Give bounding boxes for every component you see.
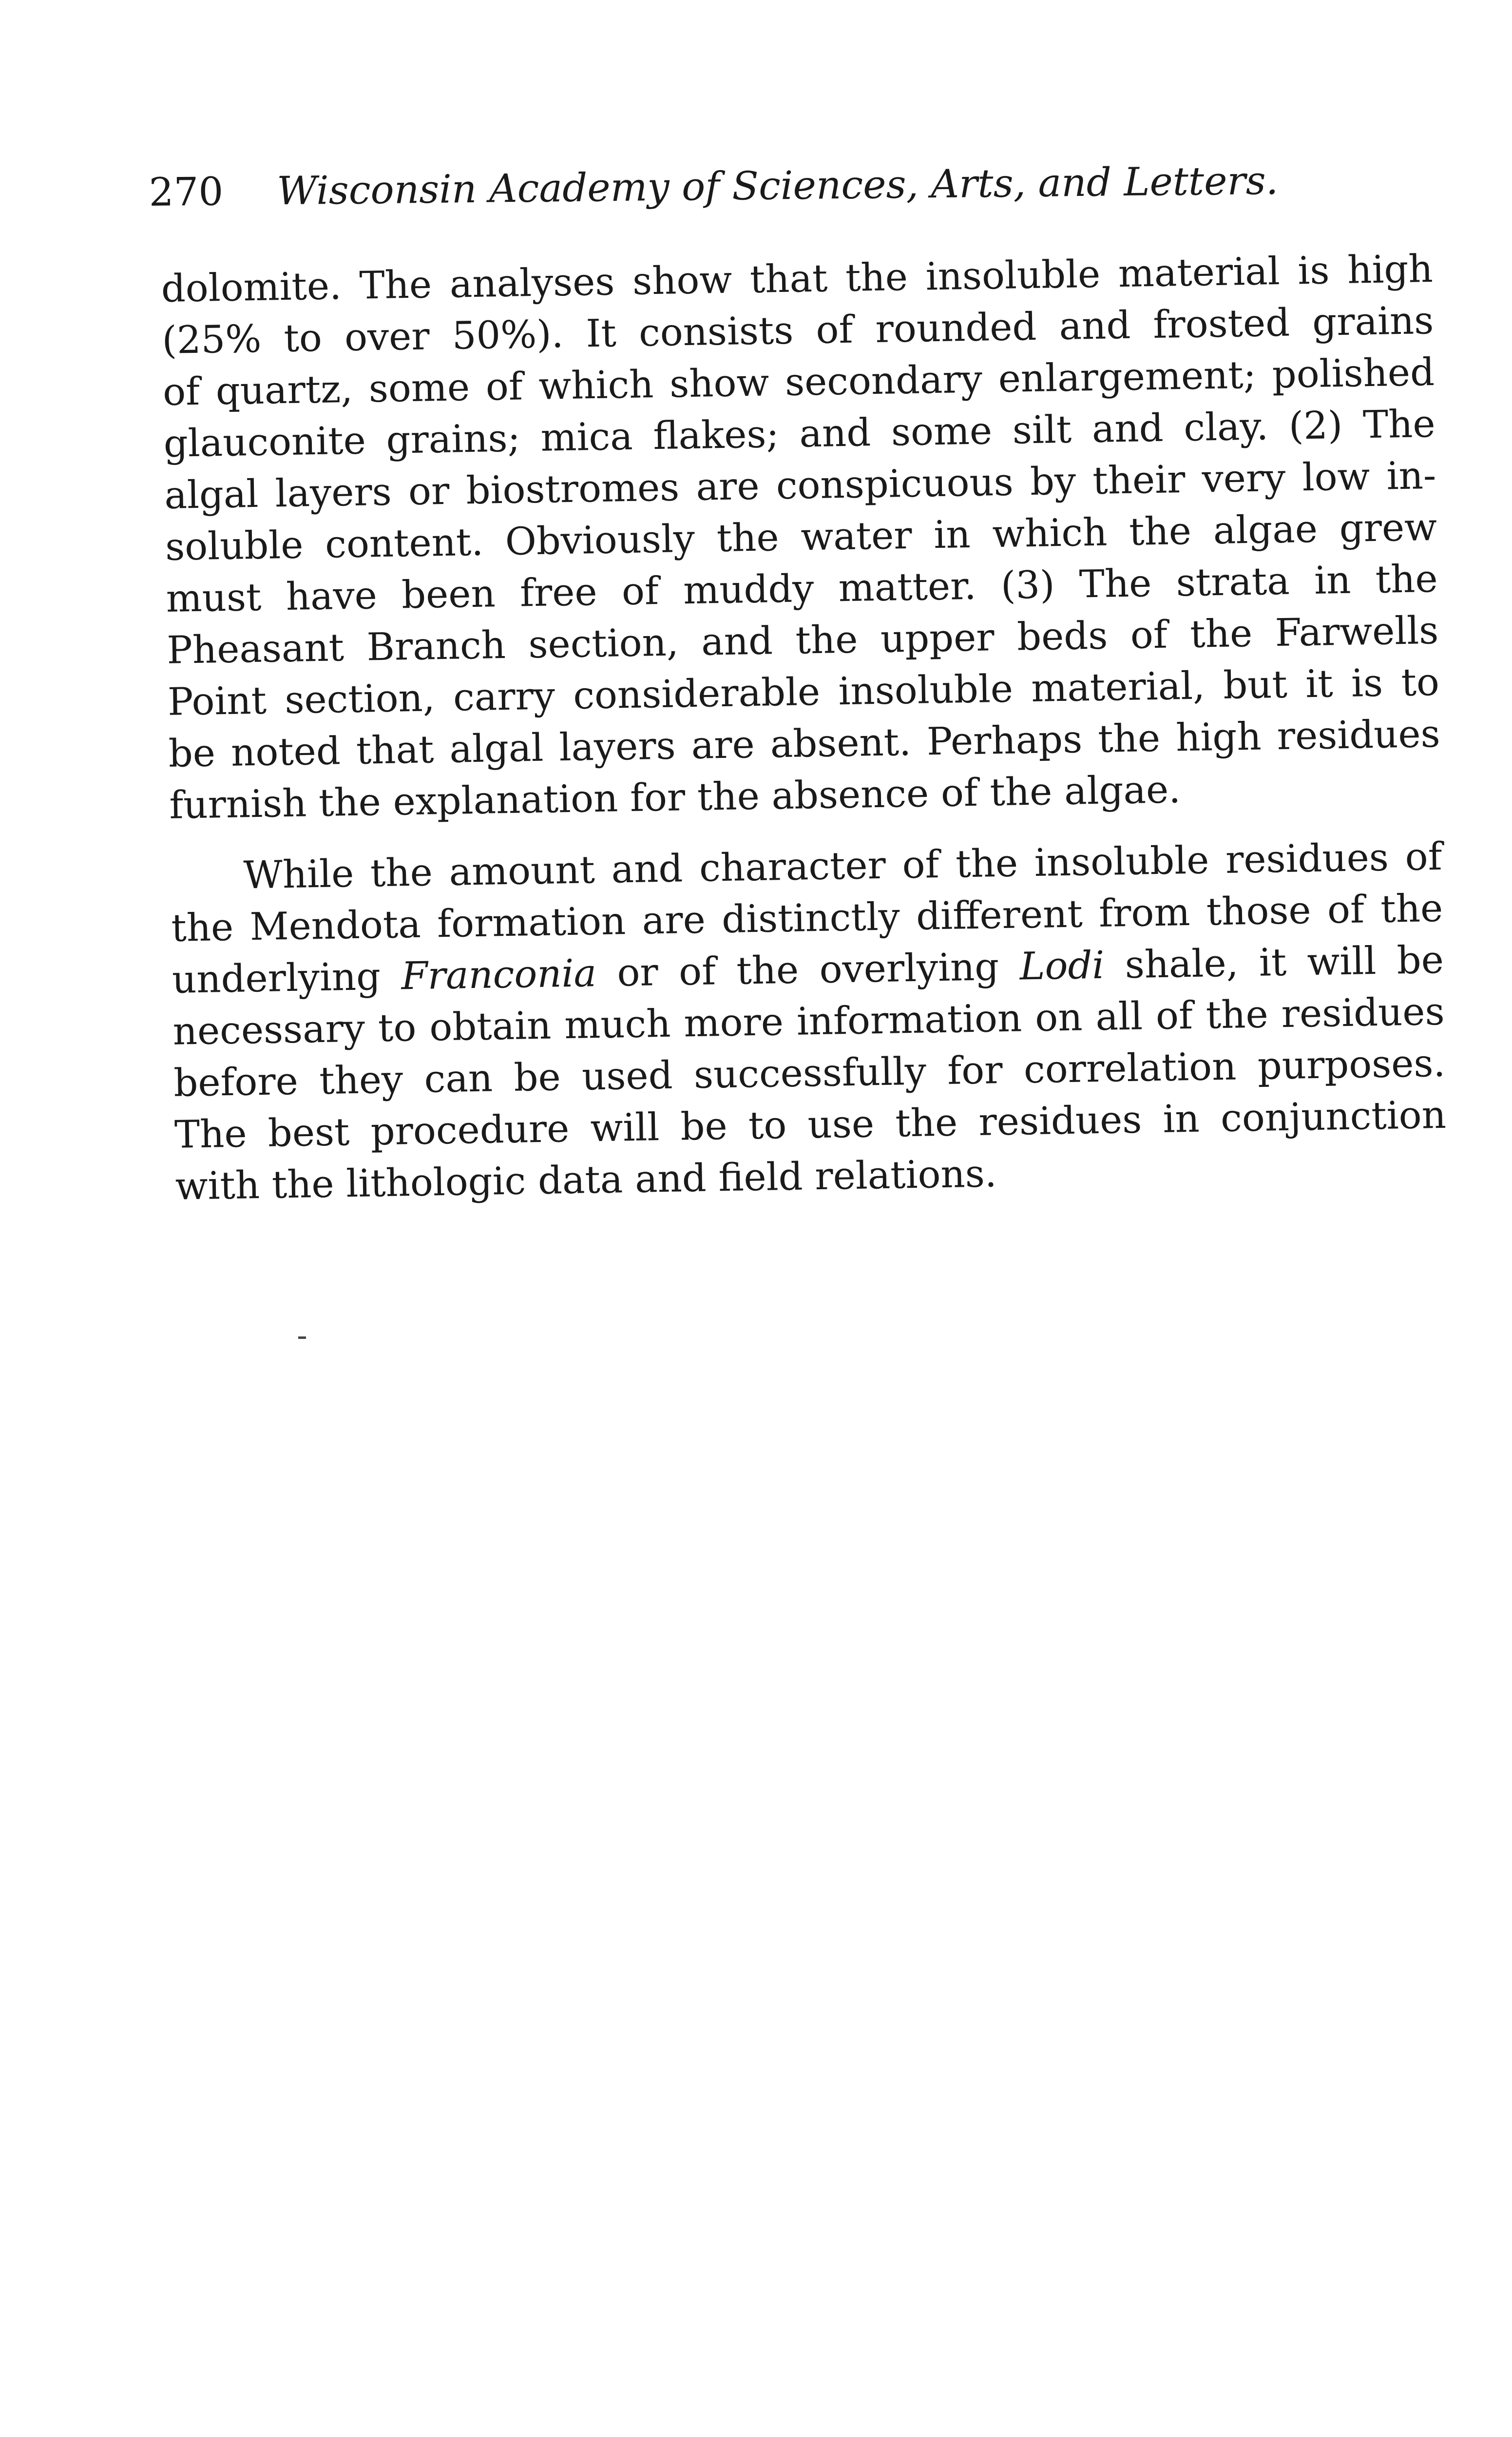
text-line: must have been free of muddy matter. (3) The strata in the: [166, 557, 1438, 621]
formation-name-franconia: Franconia: [401, 951, 597, 999]
text-line: glauconite grains; mica flakes; and some silt and clay. (2) The: [163, 402, 1436, 466]
text-line: furnish the explanation for the absence of the algae.: [169, 768, 1181, 828]
scan-speck: [298, 1336, 306, 1339]
paragraph-1: [161, 243, 1441, 832]
text-run: or of the overlying: [596, 945, 1020, 996]
journal-title: Wisconsin Academy of Sciences, Arts, and Letters.: [276, 157, 1279, 214]
text-line: Pheasant Branch section, and the upper beds of the Farwells: [166, 608, 1439, 673]
text-line: before they can be used successfully for correlation purposes.: [173, 1041, 1446, 1105]
running-head: [149, 153, 1338, 219]
page-number: 270: [149, 169, 224, 215]
body-text: [161, 243, 1447, 1213]
text-line: with the lithologic data and field relations.: [175, 1152, 997, 1209]
text-line: necessary to obtain much more information on all of the residues: [172, 989, 1445, 1054]
text-line: The best procedure will be to use the residues in conjunction: [174, 1093, 1447, 1157]
text-line: of quartz, some of which show secondary enlargement; polished: [162, 350, 1435, 414]
text-run: shale, it will be: [1104, 938, 1444, 987]
text-line: dolomite. The analyses show that the insoluble material is high: [161, 247, 1434, 311]
text-line: the Mendota formation are distinctly different from those of the: [171, 886, 1443, 950]
text-line: Point section, carry considerable insoluble material, but it is to: [167, 660, 1440, 724]
text-line: be noted that algal layers are absent. Perhaps the high residues: [168, 712, 1441, 776]
text-line: algal layers or biostromes are conspicuous by their very low in-: [164, 453, 1436, 518]
text-line: While the amount and character of the insoluble residues of: [243, 834, 1443, 898]
formation-name-lodi: Lodi: [1019, 943, 1105, 989]
text-run: underlying: [172, 954, 402, 1002]
paragraph-2: [170, 831, 1447, 1213]
text-line: soluble content. Obviously the water in which the algae grew: [165, 505, 1437, 569]
text-line: (25% to over 50%). It consists of rounded and frosted grains: [161, 298, 1434, 363]
